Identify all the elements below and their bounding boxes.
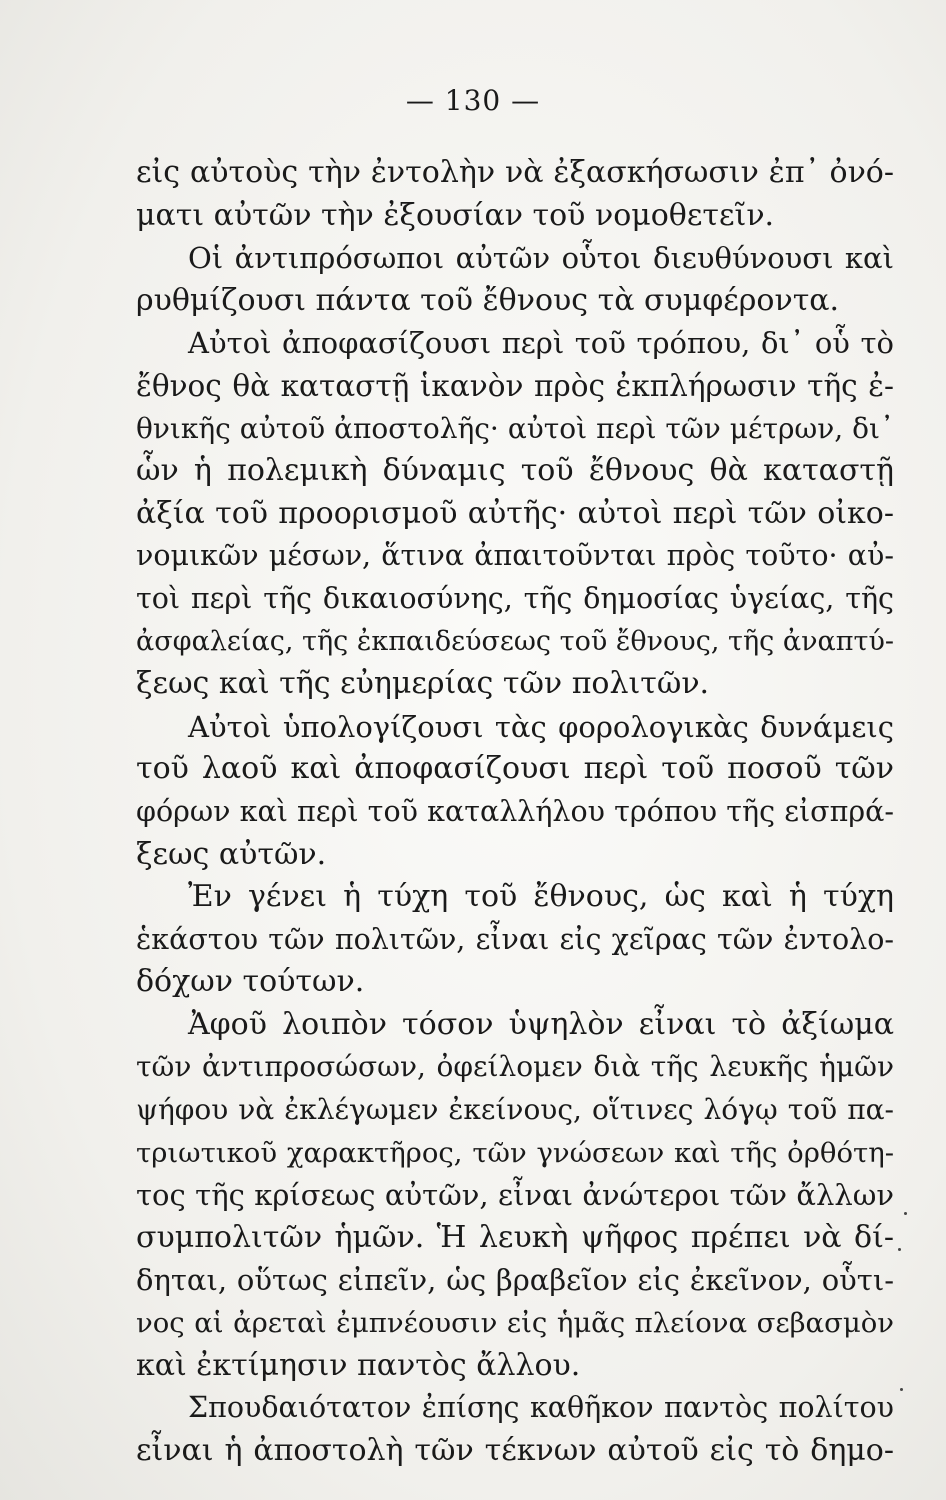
text-line: νος αἱ ἀρεταὶ ἐμπνέουσιν εἰς ἡμᾶς πλείονα σεβασμὸν xyxy=(136,1307,894,1340)
text-line: Ἐν γένει ἡ τύχη τοῦ ἔθνους, ὡς καὶ ἡ τύχη xyxy=(188,879,894,915)
text-line: Σπουδαιότατον ἐπίσης καθῆκον παντὸς πολίτου xyxy=(188,1391,894,1425)
text-line: εἰς αὐτοὺς τὴν ἐντολὴν νὰ ἐξασκήσωσιν ἐπ᾽ ὀνό- xyxy=(136,155,894,190)
text-line: τοὶ περὶ τῆς δικαιοσύνης, τῆς δημοσίας ὑγείας, τῆς xyxy=(136,581,894,615)
text-line: ψήφου νὰ ἐκλέγωμεν ἐκείνους, οἵτινες λόγῳ τοῦ πα- xyxy=(136,1093,894,1127)
text-line: ρυθμίζουσι πάντα τοῦ ἔθνους τὰ συμφέροντα. xyxy=(136,282,840,318)
text-line: θνικῆς αὐτοῦ ἀποστολῆς· αὐτοὶ περὶ τῶν μέτρων, δι᾽ xyxy=(136,411,894,445)
text-line: ἔθνος θὰ καταστῇ ἱκανὸν πρὸς ἐκπλήρωσιν τῆς ἐ- xyxy=(136,368,894,403)
text-line: ξεως καὶ τῆς εὐημερίας τῶν πολιτῶν. xyxy=(136,666,710,702)
text-line: τος τῆς κρίσεως αὐτῶν, εἶναι ἀνώτεροι τῶν ἄλλων xyxy=(136,1178,894,1213)
text-line: καὶ ἐκτίμησιν παντὸς ἄλλου. xyxy=(136,1347,581,1383)
text-line: ὧν ἡ πολεμικὴ δύναμις τοῦ ἔθνους θὰ καταστῇ xyxy=(136,453,894,489)
page-number: — 130 — xyxy=(405,84,541,117)
text-line: φόρων καὶ περὶ τοῦ καταλλήλου τρόπου τῆς εἰσπρά- xyxy=(136,794,894,828)
text-line: τοῦ λαοῦ καὶ ἀποφασίζουσι περὶ τοῦ ποσοῦ τῶν xyxy=(136,751,894,787)
text-line: Αὐτοὶ ἀποφασίζουσι περὶ τοῦ τρόπου, δι᾽ οὗ τὸ xyxy=(188,326,894,361)
text-line: δόχων τούτων. xyxy=(136,964,365,1000)
text-line: νομικῶν μέσων, ἅτινα ἀπαιτοῦνται πρὸς τοῦτο· αὐ- xyxy=(136,539,894,573)
print-speck xyxy=(904,1212,907,1215)
text-line: ἀσφαλείας, τῆς ἐκπαιδεύσεως τοῦ ἔθνους, τῆς ἀναπτύ- xyxy=(136,625,894,657)
text-line: τριωτικοῦ χαρακτῆρος, τῶν γνώσεων καὶ τῆς ὀρθότη- xyxy=(136,1136,894,1169)
body-text xyxy=(136,152,894,1472)
text-line: Αὐτοὶ ὑπολογίζουσι τὰς φορολογικὰς δυνάμεις xyxy=(188,709,894,744)
text-line: εἶναι ἡ ἀποστολὴ τῶν τέκνων αὐτοῦ εἰς τὸ δημο- xyxy=(136,1432,894,1468)
text-line: ματι αὐτῶν τὴν ἐξουσίαν τοῦ νομοθετεῖν. xyxy=(136,197,775,233)
print-speck xyxy=(898,1248,901,1251)
text-line: Οἱ ἀντιπρόσωποι αὐτῶν οὗτοι διευθύνουσι καὶ xyxy=(188,241,894,276)
text-line: τῶν ἀντιπροσώσων, ὀφείλομεν διὰ τῆς λευκῆς ἡμῶν xyxy=(136,1050,894,1084)
print-speck xyxy=(900,1388,903,1391)
text-line: ἑκάστου τῶν πολιτῶν, εἶναι εἰς χεῖρας τῶν ἐντολο- xyxy=(136,922,894,956)
text-line: Ἀφοῦ λοιπὸν τόσον ὑψηλὸν εἶναι τὸ ἀξίωμα xyxy=(188,1006,894,1042)
text-line: δηται, οὕτως εἰπεῖν, ὡς βραβεῖον εἰς ἐκεῖνον, οὗτι- xyxy=(136,1263,894,1298)
text-line: ξεως αὐτῶν. xyxy=(136,836,327,872)
text-line: ἀξία τοῦ προορισμοῦ αὐτῆς· αὐτοὶ περὶ τῶν οἰκο- xyxy=(136,495,894,531)
text-line: συμπολιτῶν ἡμῶν. Ἡ λευκὴ ψῆφος πρέπει νὰ δί- xyxy=(136,1219,894,1255)
